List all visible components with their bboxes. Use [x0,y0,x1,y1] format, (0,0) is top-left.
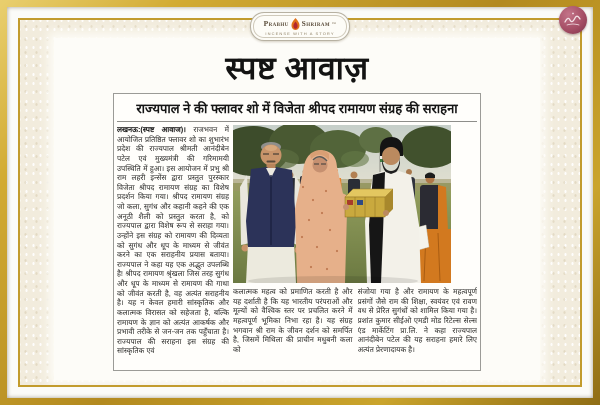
article-column-1 [117,125,229,371]
seal-badge [559,6,587,34]
flame-icon [291,18,300,30]
brand-logo-badge [250,12,350,41]
newspaper-clipping [54,38,540,380]
frame-mat [7,7,593,398]
article-body [117,125,477,371]
newspaper-masthead: स्पष्ट आवाज़ [225,50,369,86]
under-photo-columns [233,287,477,369]
article-headline: राज्यपाल ने की फ्लावर शो में विजेता श्रीपद रामायण संग्रह की सराहना [117,97,477,122]
paper-background [18,18,582,387]
script-seal-icon [562,9,584,31]
article-right-section [233,125,477,371]
brand-word-right: Shriram [301,19,330,28]
article-column-2: कलात्मक महत्व को प्रमाणित करती है और यह दर्शाती है कि यह भारतीय परंपराओं और मूल्यों को वैश्विक स्तर पर प्रचलित करने में महत्वपूर्ण भूमिका निभा रहा है। यह संग्रह भगवान श्री राम के जीवन दर्शन को समर्पित है, जिसमें मिथिला की प्राचीन मधुबनी कला को [233,287,353,354]
award-box [343,189,393,217]
event-photo-art [233,125,451,283]
event-photo [233,125,451,283]
article-box [113,93,481,371]
trademark-symbol: ™ [332,21,337,26]
column-1-text: राजभवन में आयोजित प्रतिष्ठित फ्लावर शो का शुभारंभ प्रदेश की राज्यपाल श्रीमती आनंदीबेन पटेल एवं मुख्यमंत्री की गरिमामयी उपस्थिति में हुआ। इस आयोजन में प्रभु श्री राम लहरी इन्सेंस द्वारा प्रस्तुत पुरस्कार विजेता श्रीपद रामायण संग्रह का विशेष प्रदर्शन किया गया। श्रीपद रामायण संग्रह जो कला, सुगंध और कहानी कहने की एक अनूठी शैली को प्रस्तुत करता है, को राज्यपाल द्वारा विशेष रूप से सराहा गया। उन्होंने इस संग्रह को रामायण की दिव्यता को सुगंध और धूप के माध्यम से जीवंत करने का एक सराहनीय प्रयास बताया। राज्यपाल ने कहा यह एक अद्भुत उपलब्धि है! श्रीपद रामायण श्रृंखला जिस तरह सुगंध और धूप के माध्यम से रामायण की गाथा को जीवंत करती है, वह अत्यंत सराहनीय है। यह न केवल हमारी सांस्कृतिक और कलात्मक विरासत को सहेजता है, बल्कि रामायण के ज्ञान को अत्यंत आकर्षक और प्रभावी तरीके से जन-जन तक पहुँचाता है। राज्यपाल की सराहना इस संग्रह की सांस्कृतिक एवं [117,125,229,356]
dateline: लखनऊ:(स्पष्ट आवाज)। [117,125,186,134]
article-column-3: संजोया गया है और रामायण के महत्वपूर्ण प्रसंगों जैसे राम की शिक्षा, स्वयंवर एवं रावण वध से प्रेरित सुगंधों को शामिल किया गया है। प्रशांत कुमार सीईओ एमडी मोड रिटेल्स सेल्स एंड मार्केटिंग प्रा.लि. ने कहा राज्यपाल आनंदीबेन पटेल की यह सराहना हमारे लिए अत्यंत प्रेरणादायक है। [357,287,477,354]
brand-word-left: Prabhu [263,19,289,28]
brand-name [264,18,337,30]
brand-tagline: INCENSE WITH A STORY [265,30,335,36]
